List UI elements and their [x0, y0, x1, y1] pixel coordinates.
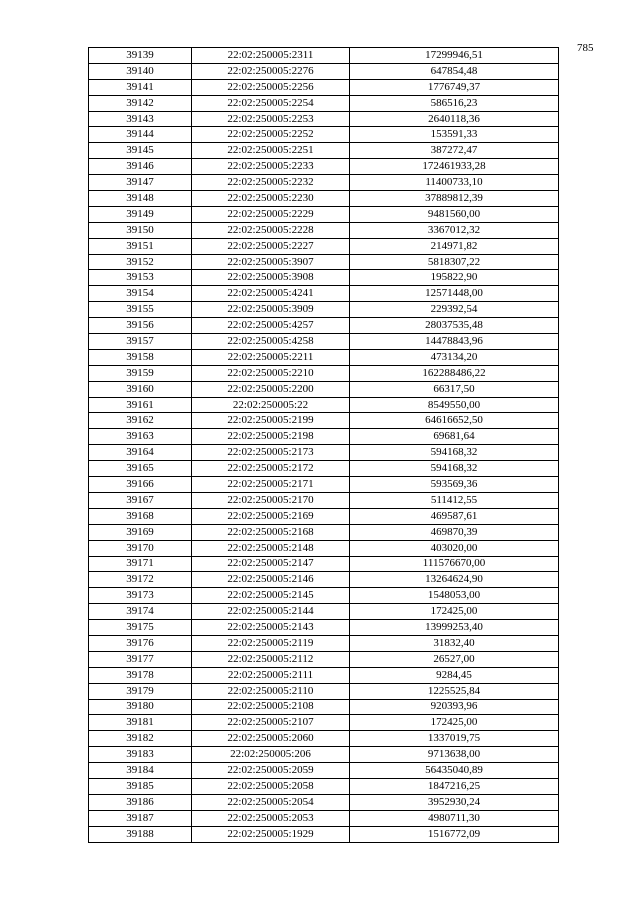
table-row [89, 763, 559, 779]
cadastral-number-cell: 22:02:250005:2253 [192, 111, 350, 127]
row-number-cell: 39162 [89, 413, 192, 429]
cadastral-number-cell: 22:02:250005:2110 [192, 683, 350, 699]
table-row [89, 79, 559, 95]
row-number-cell: 39185 [89, 778, 192, 794]
cadastral-number-cell: 22:02:250005:2145 [192, 588, 350, 604]
cadastral-value-cell: 229392,54 [350, 302, 559, 318]
row-number-cell: 39171 [89, 556, 192, 572]
cadastral-value-cell: 647854,48 [350, 63, 559, 79]
table-row [89, 524, 559, 540]
table-row [89, 445, 559, 461]
cadastral-value-cell: 1776749,37 [350, 79, 559, 95]
table-row [89, 302, 559, 318]
cadastral-value-cell: 69681,64 [350, 429, 559, 445]
cadastral-value-cell: 31832,40 [350, 635, 559, 651]
table-row [89, 175, 559, 191]
table-row [89, 667, 559, 683]
cadastral-number-cell: 22:02:250005:2311 [192, 48, 350, 64]
cadastral-number-cell: 22:02:250005:3907 [192, 254, 350, 270]
cadastral-number-cell: 22:02:250005:2059 [192, 763, 350, 779]
cadastral-number-cell: 22:02:250005:2060 [192, 731, 350, 747]
cadastral-value-cell: 9481560,00 [350, 206, 559, 222]
cadastral-value-cell: 17299946,51 [350, 48, 559, 64]
table-row [89, 334, 559, 350]
cadastral-number-cell: 22:02:250005:2169 [192, 508, 350, 524]
table-row [89, 429, 559, 445]
cadastral-value-cell: 473134,20 [350, 349, 559, 365]
table-row [89, 286, 559, 302]
cadastral-number-cell: 22:02:250005:206 [192, 747, 350, 763]
cadastral-value-cell: 12571448,00 [350, 286, 559, 302]
row-number-cell: 39175 [89, 620, 192, 636]
cadastral-number-cell: 22:02:250005:2170 [192, 492, 350, 508]
row-number-cell: 39167 [89, 492, 192, 508]
cadastral-value-cell: 3952930,24 [350, 794, 559, 810]
cadastral-number-cell: 22:02:250005:2168 [192, 524, 350, 540]
row-number-cell: 39173 [89, 588, 192, 604]
row-number-cell: 39179 [89, 683, 192, 699]
cadastral-value-cell: 403020,00 [350, 540, 559, 556]
table-row [89, 63, 559, 79]
cadastral-number-cell: 22:02:250005:2232 [192, 175, 350, 191]
row-number-cell: 39163 [89, 429, 192, 445]
table-row [89, 318, 559, 334]
table-row [89, 222, 559, 238]
table-row [89, 349, 559, 365]
row-number-cell: 39165 [89, 461, 192, 477]
cadastral-number-cell: 22:02:250005:4258 [192, 334, 350, 350]
cadastral-number-cell: 22:02:250005:2276 [192, 63, 350, 79]
table-row [89, 492, 559, 508]
table-row [89, 413, 559, 429]
row-number-cell: 39160 [89, 381, 192, 397]
row-number-cell: 39166 [89, 477, 192, 493]
cadastral-number-cell: 22:02:250005:2233 [192, 159, 350, 175]
table-row [89, 159, 559, 175]
cadastral-value-cell: 9713638,00 [350, 747, 559, 763]
cadastral-value-cell: 37889812,39 [350, 191, 559, 207]
cadastral-value-cell: 195822,90 [350, 270, 559, 286]
row-number-cell: 39140 [89, 63, 192, 79]
cadastral-value-cell: 3367012,32 [350, 222, 559, 238]
cadastral-number-cell: 22:02:250005:2111 [192, 667, 350, 683]
row-number-cell: 39184 [89, 763, 192, 779]
cadastral-value-cell: 172425,00 [350, 715, 559, 731]
cadastral-number-cell: 22:02:250005:3908 [192, 270, 350, 286]
cadastral-number-cell: 22:02:250005:2199 [192, 413, 350, 429]
table-row [89, 111, 559, 127]
row-number-cell: 39149 [89, 206, 192, 222]
cadastral-number-cell: 22:02:250005:1929 [192, 826, 350, 842]
row-number-cell: 39186 [89, 794, 192, 810]
cadastral-number-cell: 22:02:250005:3909 [192, 302, 350, 318]
row-number-cell: 39177 [89, 651, 192, 667]
row-number-cell: 39168 [89, 508, 192, 524]
row-number-cell: 39172 [89, 572, 192, 588]
cadastral-number-cell: 22:02:250005:2210 [192, 365, 350, 381]
cadastral-number-cell: 22:02:250005:4241 [192, 286, 350, 302]
cadastral-value-cell: 153591,33 [350, 127, 559, 143]
cadastral-value-cell: 387272,47 [350, 143, 559, 159]
cadastral-number-cell: 22:02:250005:2198 [192, 429, 350, 445]
table-row [89, 683, 559, 699]
table-row [89, 572, 559, 588]
row-number-cell: 39157 [89, 334, 192, 350]
table-row [89, 635, 559, 651]
cadastral-value-cell: 28037535,48 [350, 318, 559, 334]
table-row [89, 651, 559, 667]
cadastral-number-cell: 22:02:250005:2143 [192, 620, 350, 636]
row-number-cell: 39150 [89, 222, 192, 238]
cadastral-value-cell: 66317,50 [350, 381, 559, 397]
cadastral-number-cell: 22:02:250005:2172 [192, 461, 350, 477]
cadastral-value-cell: 214971,82 [350, 238, 559, 254]
table-row [89, 778, 559, 794]
row-number-cell: 39169 [89, 524, 192, 540]
table-row [89, 715, 559, 731]
row-number-cell: 39182 [89, 731, 192, 747]
row-number-cell: 39143 [89, 111, 192, 127]
cadastral-number-cell: 22:02:250005:2228 [192, 222, 350, 238]
cadastral-number-cell: 22:02:250005:2108 [192, 699, 350, 715]
row-number-cell: 39187 [89, 810, 192, 826]
cadastral-value-cell: 511412,55 [350, 492, 559, 508]
table-row [89, 540, 559, 556]
table-row [89, 747, 559, 763]
row-number-cell: 39161 [89, 397, 192, 413]
cadastral-value-cell: 1847216,25 [350, 778, 559, 794]
cadastral-value-cell: 64616652,50 [350, 413, 559, 429]
table-row [89, 191, 559, 207]
row-number-cell: 39154 [89, 286, 192, 302]
cadastral-number-cell: 22:02:250005:2211 [192, 349, 350, 365]
page-number: 785 [577, 42, 594, 54]
row-number-cell: 39139 [89, 48, 192, 64]
table-row [89, 699, 559, 715]
table-row [89, 794, 559, 810]
row-number-cell: 39188 [89, 826, 192, 842]
cadastral-value-cell: 9284,45 [350, 667, 559, 683]
row-number-cell: 39145 [89, 143, 192, 159]
cadastral-number-cell: 22:02:250005:2254 [192, 95, 350, 111]
cadastral-value-cell: 594168,32 [350, 461, 559, 477]
cadastral-number-cell: 22:02:250005:2200 [192, 381, 350, 397]
table-row [89, 508, 559, 524]
table-row [89, 127, 559, 143]
cadastral-number-cell: 22:02:250005:2227 [192, 238, 350, 254]
row-number-cell: 39158 [89, 349, 192, 365]
cadastral-value-cell: 8549550,00 [350, 397, 559, 413]
cadastral-number-cell: 22:02:250005:2148 [192, 540, 350, 556]
row-number-cell: 39147 [89, 175, 192, 191]
table-row [89, 48, 559, 64]
cadastral-value-table [88, 47, 559, 843]
row-number-cell: 39181 [89, 715, 192, 731]
cadastral-number-cell: 22:02:250005:2230 [192, 191, 350, 207]
cadastral-value-cell: 586516,23 [350, 95, 559, 111]
table-row [89, 95, 559, 111]
table-row [89, 620, 559, 636]
row-number-cell: 39178 [89, 667, 192, 683]
cadastral-value-cell: 1337019,75 [350, 731, 559, 747]
table-row [89, 365, 559, 381]
row-number-cell: 39183 [89, 747, 192, 763]
cadastral-number-cell: 22:02:250005:2229 [192, 206, 350, 222]
table-body [89, 48, 559, 843]
cadastral-number-cell: 22:02:250005:2256 [192, 79, 350, 95]
table-row [89, 826, 559, 842]
table-row [89, 397, 559, 413]
table-row [89, 588, 559, 604]
cadastral-value-cell: 1548053,00 [350, 588, 559, 604]
cadastral-number-cell: 22:02:250005:2173 [192, 445, 350, 461]
row-number-cell: 39174 [89, 604, 192, 620]
cadastral-number-cell: 22:02:250005:2146 [192, 572, 350, 588]
cadastral-number-cell: 22:02:250005:2107 [192, 715, 350, 731]
table-row [89, 381, 559, 397]
cadastral-value-cell: 1225525,84 [350, 683, 559, 699]
cadastral-number-cell: 22:02:250005:2171 [192, 477, 350, 493]
cadastral-value-cell: 14478843,96 [350, 334, 559, 350]
cadastral-number-cell: 22:02:250005:2252 [192, 127, 350, 143]
row-number-cell: 39148 [89, 191, 192, 207]
row-number-cell: 39176 [89, 635, 192, 651]
row-number-cell: 39159 [89, 365, 192, 381]
row-number-cell: 39156 [89, 318, 192, 334]
row-number-cell: 39164 [89, 445, 192, 461]
cadastral-value-cell: 469870,39 [350, 524, 559, 540]
cadastral-value-cell: 26527,00 [350, 651, 559, 667]
row-number-cell: 39146 [89, 159, 192, 175]
cadastral-value-cell: 4980711,30 [350, 810, 559, 826]
row-number-cell: 39170 [89, 540, 192, 556]
cadastral-number-cell: 22:02:250005:22 [192, 397, 350, 413]
cadastral-value-cell: 5818307,22 [350, 254, 559, 270]
cadastral-value-cell: 469587,61 [350, 508, 559, 524]
cadastral-value-cell: 1516772,09 [350, 826, 559, 842]
table-row [89, 604, 559, 620]
cadastral-value-cell: 594168,32 [350, 445, 559, 461]
row-number-cell: 39142 [89, 95, 192, 111]
cadastral-number-cell: 22:02:250005:4257 [192, 318, 350, 334]
row-number-cell: 39151 [89, 238, 192, 254]
cadastral-value-cell: 2640118,36 [350, 111, 559, 127]
cadastral-value-cell: 920393,96 [350, 699, 559, 715]
cadastral-value-cell: 593569,36 [350, 477, 559, 493]
cadastral-value-cell: 11400733,10 [350, 175, 559, 191]
cadastral-value-cell: 172461933,28 [350, 159, 559, 175]
row-number-cell: 39141 [89, 79, 192, 95]
table-row [89, 477, 559, 493]
row-number-cell: 39144 [89, 127, 192, 143]
table-row [89, 143, 559, 159]
cadastral-value-cell: 13264624,90 [350, 572, 559, 588]
table-row [89, 461, 559, 477]
table-row [89, 254, 559, 270]
table-row [89, 810, 559, 826]
table-row [89, 238, 559, 254]
table-row [89, 270, 559, 286]
table-row [89, 206, 559, 222]
table-row [89, 556, 559, 572]
cadastral-value-cell: 162288486,22 [350, 365, 559, 381]
row-number-cell: 39152 [89, 254, 192, 270]
cadastral-number-cell: 22:02:250005:2119 [192, 635, 350, 651]
cadastral-number-cell: 22:02:250005:2053 [192, 810, 350, 826]
cadastral-number-cell: 22:02:250005:2251 [192, 143, 350, 159]
row-number-cell: 39155 [89, 302, 192, 318]
row-number-cell: 39153 [89, 270, 192, 286]
cadastral-number-cell: 22:02:250005:2112 [192, 651, 350, 667]
cadastral-number-cell: 22:02:250005:2144 [192, 604, 350, 620]
cadastral-value-cell: 172425,00 [350, 604, 559, 620]
row-number-cell: 39180 [89, 699, 192, 715]
cadastral-number-cell: 22:02:250005:2147 [192, 556, 350, 572]
table-row [89, 731, 559, 747]
cadastral-number-cell: 22:02:250005:2058 [192, 778, 350, 794]
cadastral-number-cell: 22:02:250005:2054 [192, 794, 350, 810]
cadastral-value-cell: 111576670,00 [350, 556, 559, 572]
cadastral-value-cell: 13999253,40 [350, 620, 559, 636]
cadastral-value-cell: 56435040,89 [350, 763, 559, 779]
